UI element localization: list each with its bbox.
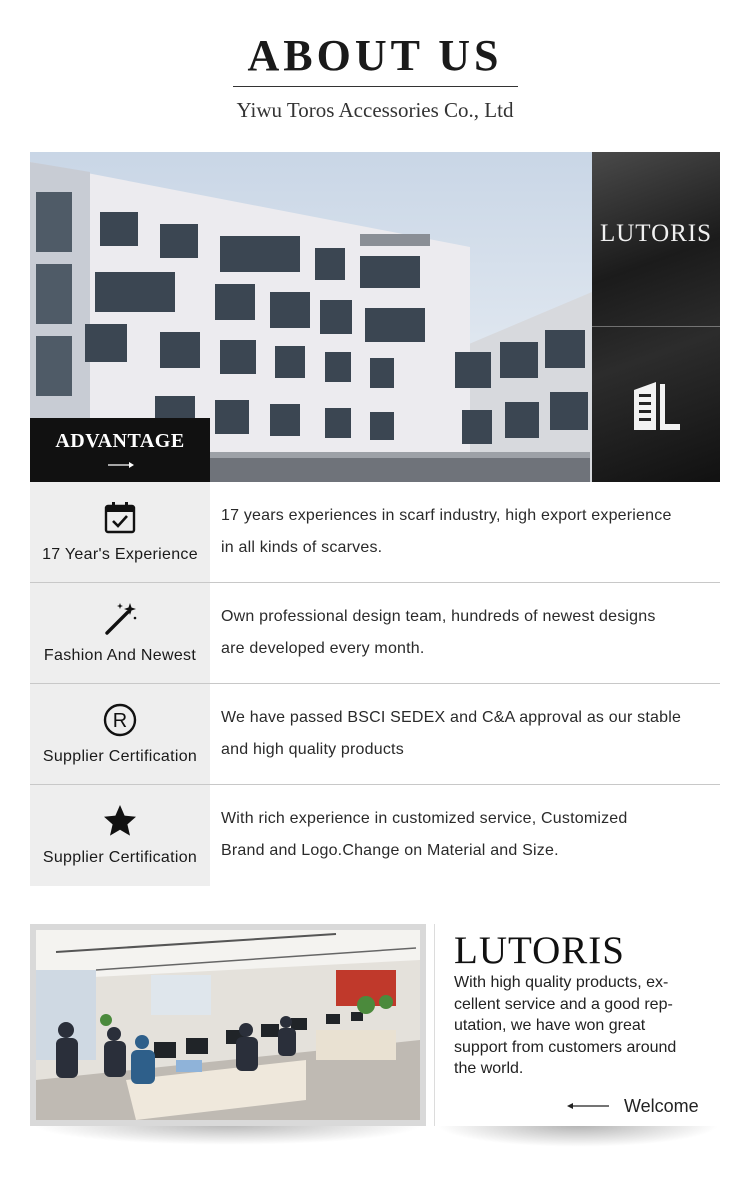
welcome-link[interactable]: Welcome — [624, 1096, 699, 1116]
feature-desc-line: in all kinds of scarves. — [221, 539, 383, 556]
feature-row-certification — [30, 684, 720, 785]
svg-text:R: R — [112, 710, 128, 732]
title-underline — [233, 86, 518, 87]
feature-desc-line: 17 years experiences in scarf industry, high export experience — [221, 507, 672, 524]
welcome-text-line: With high quality products, ex- — [454, 974, 669, 991]
welcome-text-line: cellent service and a good rep- — [454, 995, 673, 1013]
feature-desc-line: are developed every month. — [221, 640, 425, 657]
feature-description — [221, 702, 715, 766]
feature-description — [221, 803, 715, 867]
hero-banner — [30, 152, 720, 482]
welcome-brand-name: LUTORIS — [454, 929, 625, 972]
star-icon — [102, 803, 138, 839]
feature-list — [30, 482, 720, 886]
welcome-description — [454, 972, 716, 1080]
arrow-right-icon — [108, 460, 134, 470]
arrow-left-icon — [567, 1101, 609, 1111]
page-title: ABOUT US — [247, 31, 503, 80]
feature-title: 17 Year's Experience — [42, 546, 198, 563]
feature-title: Supplier Certification — [42, 748, 198, 765]
side-panel-divider — [592, 326, 720, 327]
feature-title: Fashion And Newest — [43, 647, 197, 664]
feature-description — [221, 500, 715, 564]
welcome-text-line: support from customers around — [454, 1038, 677, 1056]
magic-wand-icon — [102, 601, 138, 637]
side-brand-name: LUTORIS — [599, 220, 713, 247]
registered-icon — [102, 702, 138, 738]
card-shadow — [436, 1125, 720, 1147]
brand-side-panel — [592, 152, 720, 482]
feature-description — [221, 601, 715, 665]
feature-title: Supplier Certification — [42, 849, 198, 866]
feature-row-experience — [30, 482, 720, 583]
photo-shadow — [32, 1125, 424, 1145]
feature-row-fashion — [30, 583, 720, 684]
feature-label-panel — [30, 684, 210, 784]
feature-row-customization — [30, 785, 720, 886]
office-photo — [36, 930, 420, 1120]
advantage-tab[interactable] — [30, 418, 210, 482]
feature-desc-line: We have passed BSCI SEDEX and C&A approval as our stable — [221, 709, 682, 726]
feature-desc-line: Own professional design team, hundreds of newest designs — [221, 608, 656, 625]
office-photo-frame — [30, 924, 426, 1126]
welcome-text-line: the world. — [454, 1060, 524, 1077]
building-icon — [632, 380, 682, 432]
feature-desc-line: Brand and Logo.Change on Material and Size. — [221, 842, 559, 859]
feature-label-panel — [30, 482, 210, 582]
feature-label-panel — [30, 583, 210, 683]
welcome-text-line: utation, we have won great — [454, 1017, 646, 1034]
feature-desc-line: With rich experience in customized service, Customized — [221, 810, 628, 827]
company-name: Yiwu Toros Accessories Co., Ltd — [236, 98, 514, 122]
feature-desc-line: and high quality products — [221, 741, 404, 758]
welcome-card — [434, 924, 720, 1126]
advantage-label: ADVANTAGE — [55, 430, 185, 452]
calendar-check-icon — [102, 500, 138, 536]
feature-label-panel — [30, 785, 210, 886]
